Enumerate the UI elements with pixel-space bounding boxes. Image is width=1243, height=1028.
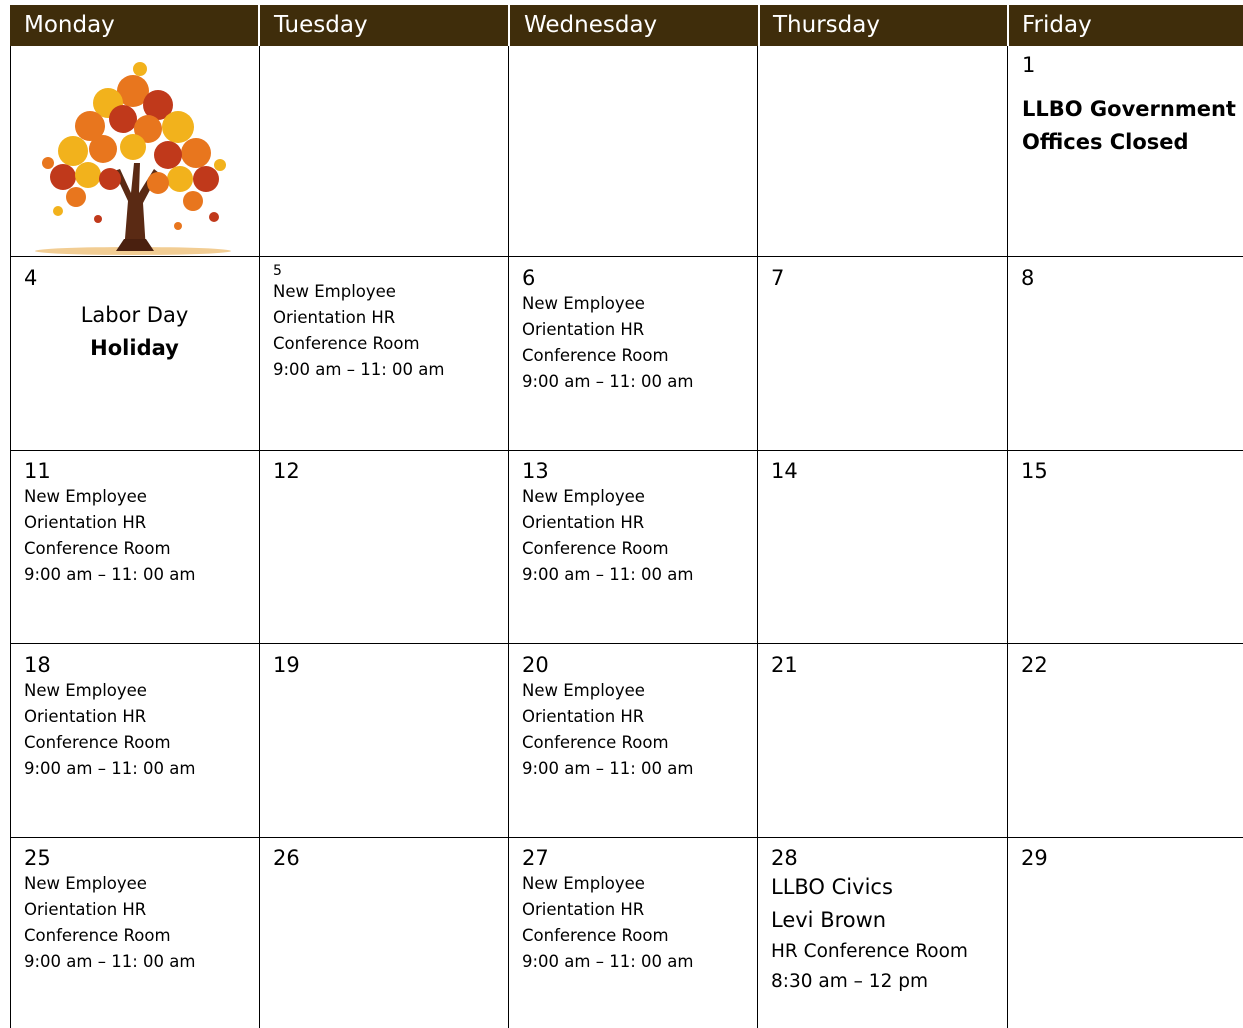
cell-tue-5 bbox=[259, 263, 508, 383]
event-line: Orientation HR bbox=[522, 900, 645, 919]
event-line: New Employee bbox=[24, 681, 147, 700]
event-line: New Employee bbox=[24, 874, 147, 893]
event-line: Conference Room bbox=[273, 334, 420, 353]
event-line: 9:00 am – 11: 00 am bbox=[24, 565, 196, 584]
event-line: Orientation HR bbox=[24, 900, 147, 919]
event-line: 9:00 am – 11: 00 am bbox=[522, 952, 694, 971]
day-number: 8 bbox=[1021, 266, 1035, 290]
grid-line bbox=[10, 837, 1243, 838]
day-number: 4 bbox=[24, 266, 38, 290]
event-line: 8:30 am – 12 pm bbox=[771, 971, 928, 992]
grid-line bbox=[10, 643, 1243, 644]
event-line: 9:00 am – 11: 00 am bbox=[24, 952, 196, 971]
event-line: 9:00 am – 11: 00 am bbox=[522, 372, 694, 391]
event-line: 9:00 am – 11: 00 am bbox=[522, 759, 694, 778]
event-line: Conference Room bbox=[522, 733, 669, 752]
cell-mon-11 bbox=[10, 458, 259, 588]
event-line: Conference Room bbox=[24, 539, 171, 558]
cell-thu-28 bbox=[757, 845, 1007, 997]
event-line: New Employee bbox=[522, 294, 645, 313]
header-divider bbox=[508, 5, 510, 46]
grid-line bbox=[10, 450, 1243, 451]
event-line: LLBO Civics bbox=[771, 875, 893, 899]
event-line: New Employee bbox=[24, 487, 147, 506]
header-divider bbox=[758, 5, 760, 46]
day-number: 11 bbox=[24, 459, 51, 483]
event-line: Labor Day bbox=[80, 303, 189, 327]
event-line: Conference Room bbox=[24, 926, 171, 945]
event-line: Offices Closed bbox=[1022, 130, 1189, 154]
event-line: Levi Brown bbox=[771, 908, 887, 932]
event-line: Orientation HR bbox=[522, 707, 645, 726]
cell-tue-19 bbox=[259, 652, 508, 678]
event-line: 9:00 am – 11: 00 am bbox=[273, 360, 445, 379]
event-line: New Employee bbox=[522, 874, 645, 893]
day-number: 7 bbox=[771, 266, 785, 290]
event-line: New Employee bbox=[522, 681, 645, 700]
event-line: Orientation HR bbox=[522, 320, 645, 339]
weekday-header bbox=[10, 5, 1243, 46]
day-number: 21 bbox=[771, 653, 798, 677]
day-number: 28 bbox=[771, 846, 798, 870]
event-line: HR Conference Room bbox=[771, 941, 968, 962]
event-line: LLBO Government bbox=[1022, 97, 1236, 121]
day-number: 15 bbox=[1021, 459, 1048, 483]
header-friday: Friday bbox=[1022, 12, 1092, 38]
event-line: New Employee bbox=[522, 487, 645, 506]
cell-fri-22 bbox=[1007, 652, 1243, 678]
day-number: 19 bbox=[273, 653, 300, 677]
event-line: 9:00 am – 11: 00 am bbox=[24, 759, 196, 778]
grid-line bbox=[259, 46, 260, 1028]
cell-wed-20 bbox=[508, 652, 757, 782]
cell-mon-25 bbox=[10, 845, 259, 975]
cell-thu-14 bbox=[757, 458, 1007, 484]
event-line: Orientation HR bbox=[24, 707, 147, 726]
event-line: Conference Room bbox=[522, 346, 669, 365]
day-number: 12 bbox=[273, 459, 300, 483]
event-line: Holiday bbox=[90, 336, 179, 360]
cell-fri-15 bbox=[1007, 458, 1243, 484]
day-number: 27 bbox=[522, 846, 549, 870]
cell-tue-26 bbox=[259, 845, 508, 871]
day-number: 13 bbox=[522, 459, 549, 483]
header-divider bbox=[258, 5, 260, 46]
day-number: 22 bbox=[1021, 653, 1048, 677]
header-tuesday: Tuesday bbox=[274, 12, 368, 38]
day-number: 14 bbox=[771, 459, 798, 483]
cell-tue-12 bbox=[259, 458, 508, 484]
day-number: 1 bbox=[1022, 53, 1036, 77]
cell-wed-27 bbox=[508, 845, 757, 975]
event-line: Orientation HR bbox=[24, 513, 147, 532]
event-line: Conference Room bbox=[24, 733, 171, 752]
day-number: 26 bbox=[273, 846, 300, 870]
day-number: 25 bbox=[24, 846, 51, 870]
cell-wed-13 bbox=[508, 458, 757, 588]
autumn-tree-icon bbox=[28, 51, 238, 257]
day-number: 6 bbox=[522, 266, 536, 290]
cell-wed-6 bbox=[508, 265, 757, 395]
event-line: New Employee bbox=[273, 282, 396, 301]
calendar-grid bbox=[10, 5, 1243, 1028]
day-number: 20 bbox=[522, 653, 549, 677]
event-line: 9:00 am – 11: 00 am bbox=[522, 565, 694, 584]
event-line: Orientation HR bbox=[522, 513, 645, 532]
cell-thu-21 bbox=[757, 652, 1007, 678]
day-number: 5 bbox=[273, 263, 282, 279]
header-monday: Monday bbox=[24, 12, 115, 38]
day-number: 18 bbox=[24, 653, 51, 677]
cell-thu-7 bbox=[757, 265, 1007, 291]
header-wednesday: Wednesday bbox=[524, 12, 658, 38]
header-divider bbox=[1007, 5, 1009, 46]
cell-fri-1 bbox=[1007, 52, 1243, 159]
cell-fri-29 bbox=[1007, 845, 1243, 871]
cell-mon-4 bbox=[10, 265, 259, 365]
header-thursday: Thursday bbox=[773, 12, 880, 38]
event-line: Conference Room bbox=[522, 926, 669, 945]
cell-mon-18 bbox=[10, 652, 259, 782]
event-line: Conference Room bbox=[522, 539, 669, 558]
day-number: 29 bbox=[1021, 846, 1048, 870]
event-line: Orientation HR bbox=[273, 308, 396, 327]
cell-fri-8 bbox=[1007, 265, 1243, 291]
grid-line bbox=[1007, 46, 1008, 1028]
